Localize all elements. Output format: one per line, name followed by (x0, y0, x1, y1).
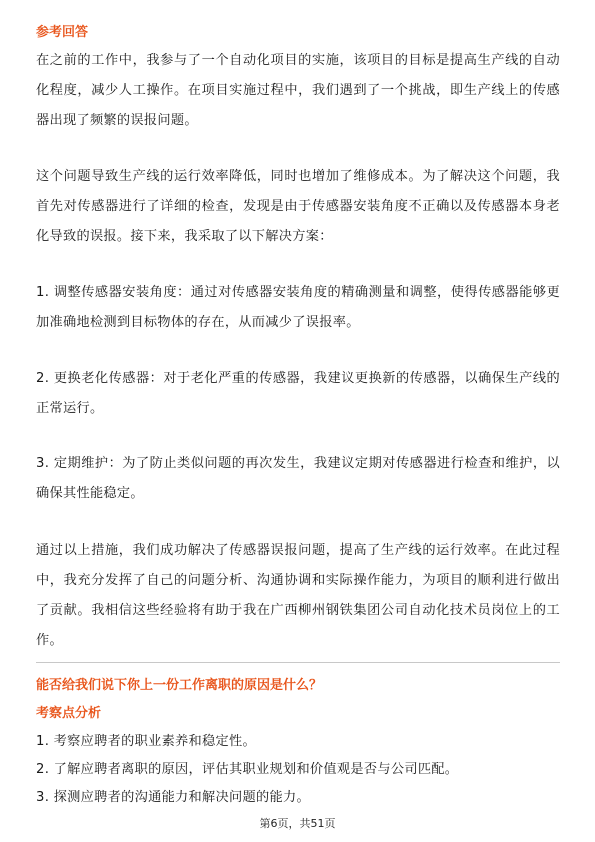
answer-paragraph-2: 这个问题导致生产线的运行效率降低，同时也增加了维修成本。为了解决这个问题，我首先对传感器进行了详细的检查，发现是由于传感器安装角度不正确以及传感器本身老化导致的误报。接下来，我采取了以下解决方案： (36, 169, 560, 244)
solution-item-3: 3. 定期维护：为了防止类似问题的再次发生，我建议定期对传感器进行检查和维护，以确保其性能稳定。 (36, 456, 560, 501)
interview-question: 能否给我们说下你上一份工作离职的原因是什么？ (36, 678, 323, 693)
solution-item-1: 1. 调整传感器安装角度：通过对传感器安装角度的精确测量和调整，使得传感器能够更加准确地检测到目标物体的存在，从而减少了误报率。 (36, 285, 560, 330)
assessment-point-3: 3. 探测应聘者的沟通能力和解决问题的能力。 (36, 790, 310, 805)
section-divider (36, 662, 560, 663)
solution-item-2: 2. 更换老化传感器：对于老化严重的传感器，我建议更换新的传感器，以确保生产线的正常运行。 (36, 371, 560, 416)
answer-conclusion-paragraph: 通过以上措施，我们成功解决了传感器误报问题，提高了生产线的运行效率。在此过程中，我充分发挥了自己的问题分析、沟通协调和实际操作能力，为项目的顺利进行做出了贡献。我相信这些经验将有助于我在广西柳州钢铁集团公司自动化技术员岗位上的工作。 (36, 543, 560, 648)
page-number: 第6页，共51页 (259, 817, 336, 830)
answer-paragraph-1: 在之前的工作中，我参与了一个自动化项目的实施，该项目的目标是提高生产线的自动化程度，减少人工操作。在项目实施过程中，我们遇到了一个挑战，即生产线上的传感器出现了频繁的误报问题。 (36, 53, 560, 128)
assessment-point-2: 2. 了解应聘者离职的原因，评估其职业规划和价值观是否与公司匹配。 (36, 762, 459, 777)
reference-answer-heading: 参考回答 (36, 25, 89, 40)
assessment-points-heading: 考察点分析 (36, 706, 102, 721)
assessment-point-1: 1. 考察应聘者的职业素养和稳定性。 (36, 734, 256, 749)
